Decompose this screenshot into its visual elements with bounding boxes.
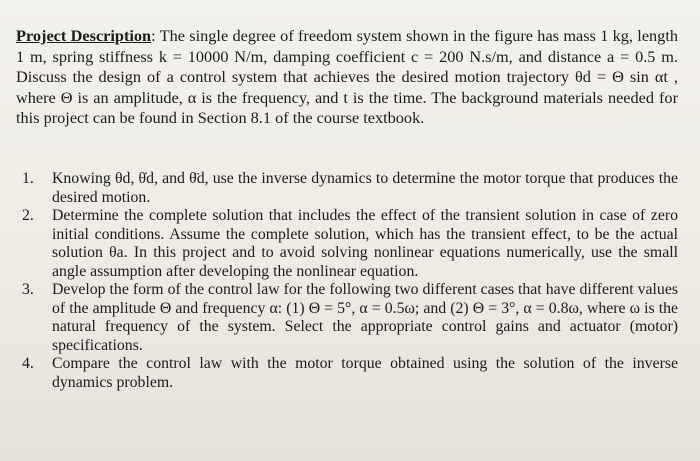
task-text: Compare the control law with the motor torque obtained using the solution of the inverse dynamics problem. xyxy=(52,355,678,391)
task-text: Determine the complete solution that includes the effect of the transient solution in case of zero initial conditions. Assume the complete solution, which has the transient effect, to be the actual solution θa. In this project and to avoid solving nonlinear equations numerically, use the small angle assumption after developing the nonlinear equation. xyxy=(52,207,678,280)
task-list xyxy=(22,170,678,392)
task-number: 2. xyxy=(22,207,34,224)
task-item-3 xyxy=(22,281,678,355)
task-number: 4. xyxy=(22,355,34,372)
heading-separator: : xyxy=(151,26,160,46)
project-description-paragraph xyxy=(16,26,678,129)
task-number: 1. xyxy=(22,170,34,187)
task-item-2 xyxy=(22,207,678,281)
project-description-heading: Project Description xyxy=(16,26,152,46)
task-item-4 xyxy=(22,355,678,392)
task-item-1 xyxy=(22,170,678,207)
task-number: 3. xyxy=(22,281,34,298)
task-text: Knowing θd, θ̇d, and θ̈d, use the inverse dynamics to determine the motor torque that produces the desired motion. xyxy=(52,170,678,206)
task-text: Develop the form of the control law for the following two different cases that have different values of the amplitude Θ and frequency α: (1) Θ = 5°, α = 0.5ω; and (2) Θ = 3°, α = 0.8ω, where ω is the natural frequency of the system. Select the appropriate control gains and actuator (motor) specifications. xyxy=(52,281,678,354)
project-description-text: The single degree of freedom system shown in the figure has mass 1 kg, length 1 m, spring stiffness k = 10000 N/m, damping coefficient c = 200 N.s/m, and distance a = 0.5 m. Discuss the design of a control system that achieves the desired motion trajectory θd = Θ sin αt , where Θ is an amplitude, α is the frequency, and t is the time. The background materials needed for this project can be found in Section 8.1 of the course textbook. xyxy=(16,26,678,128)
